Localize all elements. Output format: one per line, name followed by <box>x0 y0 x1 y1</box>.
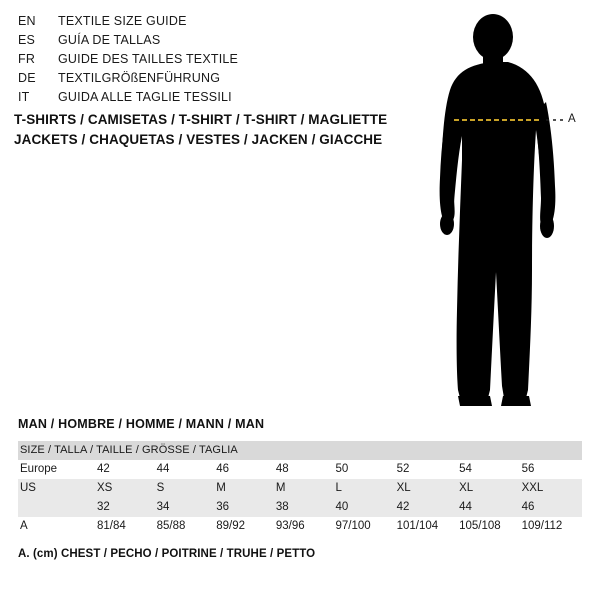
figure-illustration <box>400 10 600 410</box>
footer-note-chest: A. (cm) CHEST / PECHO / POITRINE / TRUHE / PETTO <box>18 548 316 560</box>
cell-value: 46 <box>521 501 535 513</box>
row-label-us: US <box>18 479 95 498</box>
table-cell <box>457 517 520 536</box>
cell-value: XL <box>396 482 411 494</box>
table-cell <box>334 498 395 517</box>
table-cell <box>457 479 520 498</box>
cell-value: 93/96 <box>275 520 305 532</box>
table-row <box>18 460 582 479</box>
cell-value: 52 <box>396 463 410 475</box>
cell-value: 48 <box>275 463 289 475</box>
table-row <box>18 498 582 517</box>
garment-type-headings <box>14 110 414 150</box>
row-label-a: A <box>18 517 95 536</box>
cell-value: 85/88 <box>156 520 186 532</box>
table-cell <box>395 460 458 479</box>
table-cell <box>214 460 274 479</box>
table-cell <box>520 517 582 536</box>
language-title: TEXTILE SIZE GUIDE <box>58 14 187 28</box>
cell-value: 109/112 <box>521 520 563 532</box>
table-cell <box>457 498 520 517</box>
row-label-numeric <box>18 498 95 517</box>
size-table <box>18 441 582 536</box>
language-row <box>18 14 398 33</box>
cell-value: XS <box>97 482 113 494</box>
language-code: ES <box>18 33 36 47</box>
language-title: GUIDE DES TAILLES TEXTILE <box>58 52 239 66</box>
table-cell <box>334 479 395 498</box>
language-code: IT <box>18 90 30 104</box>
cell-value: 54 <box>459 463 472 475</box>
cell-value: 105/108 <box>459 520 501 532</box>
cell-value: 101/104 <box>396 520 439 532</box>
table-cell <box>395 479 458 498</box>
language-code: EN <box>18 14 36 28</box>
cell-value: S <box>156 482 165 494</box>
cell-value: 46 <box>216 463 230 475</box>
language-title: TEXTILGRÖßENFÜHRUNG <box>58 71 221 85</box>
cell-value: M <box>216 482 226 494</box>
cell-value: 42 <box>97 463 110 475</box>
language-row <box>18 90 398 109</box>
cell-value: 42 <box>396 501 410 513</box>
table-header-row <box>18 441 582 460</box>
table-cell <box>214 517 274 536</box>
table-row <box>18 479 582 498</box>
language-row <box>18 33 398 52</box>
cell-value: 44 <box>156 463 170 475</box>
cell-value: 38 <box>275 501 289 513</box>
cell-value: M <box>275 482 286 494</box>
table-cell <box>214 479 274 498</box>
table-row <box>18 517 582 536</box>
table-cell <box>520 498 582 517</box>
table-cell <box>155 460 215 479</box>
cell-value: 81/84 <box>97 520 126 532</box>
language-title: GUÍA DE TALLAS <box>58 33 161 47</box>
callout-label-a: A <box>568 113 577 125</box>
cell-value: 44 <box>459 501 472 513</box>
table-cell <box>155 517 215 536</box>
garment-line-jackets: JACKETS / CHAQUETAS / VESTES / JACKEN / GIACCHE <box>14 132 383 147</box>
table-cell <box>274 479 334 498</box>
language-title: GUIDA ALLE TAGLIE TESSILI <box>58 90 232 104</box>
table-cell <box>155 498 215 517</box>
male-silhouette-icon <box>400 10 600 410</box>
cell-value: 97/100 <box>335 520 371 532</box>
table-cell <box>155 479 215 498</box>
table-cell <box>334 517 395 536</box>
section-heading-man: MAN / HOMBRE / HOMME / MANN / MAN <box>18 417 265 431</box>
table-header-label: SIZE / TALLA / TAILLE / GRÖSSE / TAGLIA <box>18 441 582 460</box>
table-cell <box>95 498 155 517</box>
language-code: FR <box>18 52 36 66</box>
table-cell <box>334 460 395 479</box>
table-cell <box>95 479 155 498</box>
cell-value: 56 <box>521 463 535 475</box>
table-cell <box>274 498 334 517</box>
table-cell <box>395 498 458 517</box>
table-cell <box>457 460 520 479</box>
table-cell <box>520 479 582 498</box>
language-list <box>18 14 398 109</box>
table-cell <box>95 517 155 536</box>
cell-value: 36 <box>216 501 230 513</box>
table-cell <box>395 517 458 536</box>
language-code: DE <box>18 71 36 85</box>
table-cell <box>520 460 582 479</box>
language-row <box>18 52 398 71</box>
table-cell <box>95 460 155 479</box>
cell-value: 50 <box>335 463 349 475</box>
table-cell <box>274 460 334 479</box>
cell-value: 40 <box>335 501 349 513</box>
cell-value: 34 <box>156 501 170 513</box>
table-cell <box>274 517 334 536</box>
cell-value: 89/92 <box>216 520 246 532</box>
cell-value: 32 <box>97 501 110 513</box>
row-label-europe: Europe <box>18 460 95 479</box>
cell-value: XXL <box>521 482 544 494</box>
cell-value: L <box>335 482 342 494</box>
garment-line-tshirts: T-SHIRTS / CAMISETAS / T-SHIRT / T-SHIRT / MAGLIETTE <box>14 112 388 127</box>
cell-value: XL <box>459 482 474 494</box>
table-cell <box>214 498 274 517</box>
language-row <box>18 71 398 90</box>
